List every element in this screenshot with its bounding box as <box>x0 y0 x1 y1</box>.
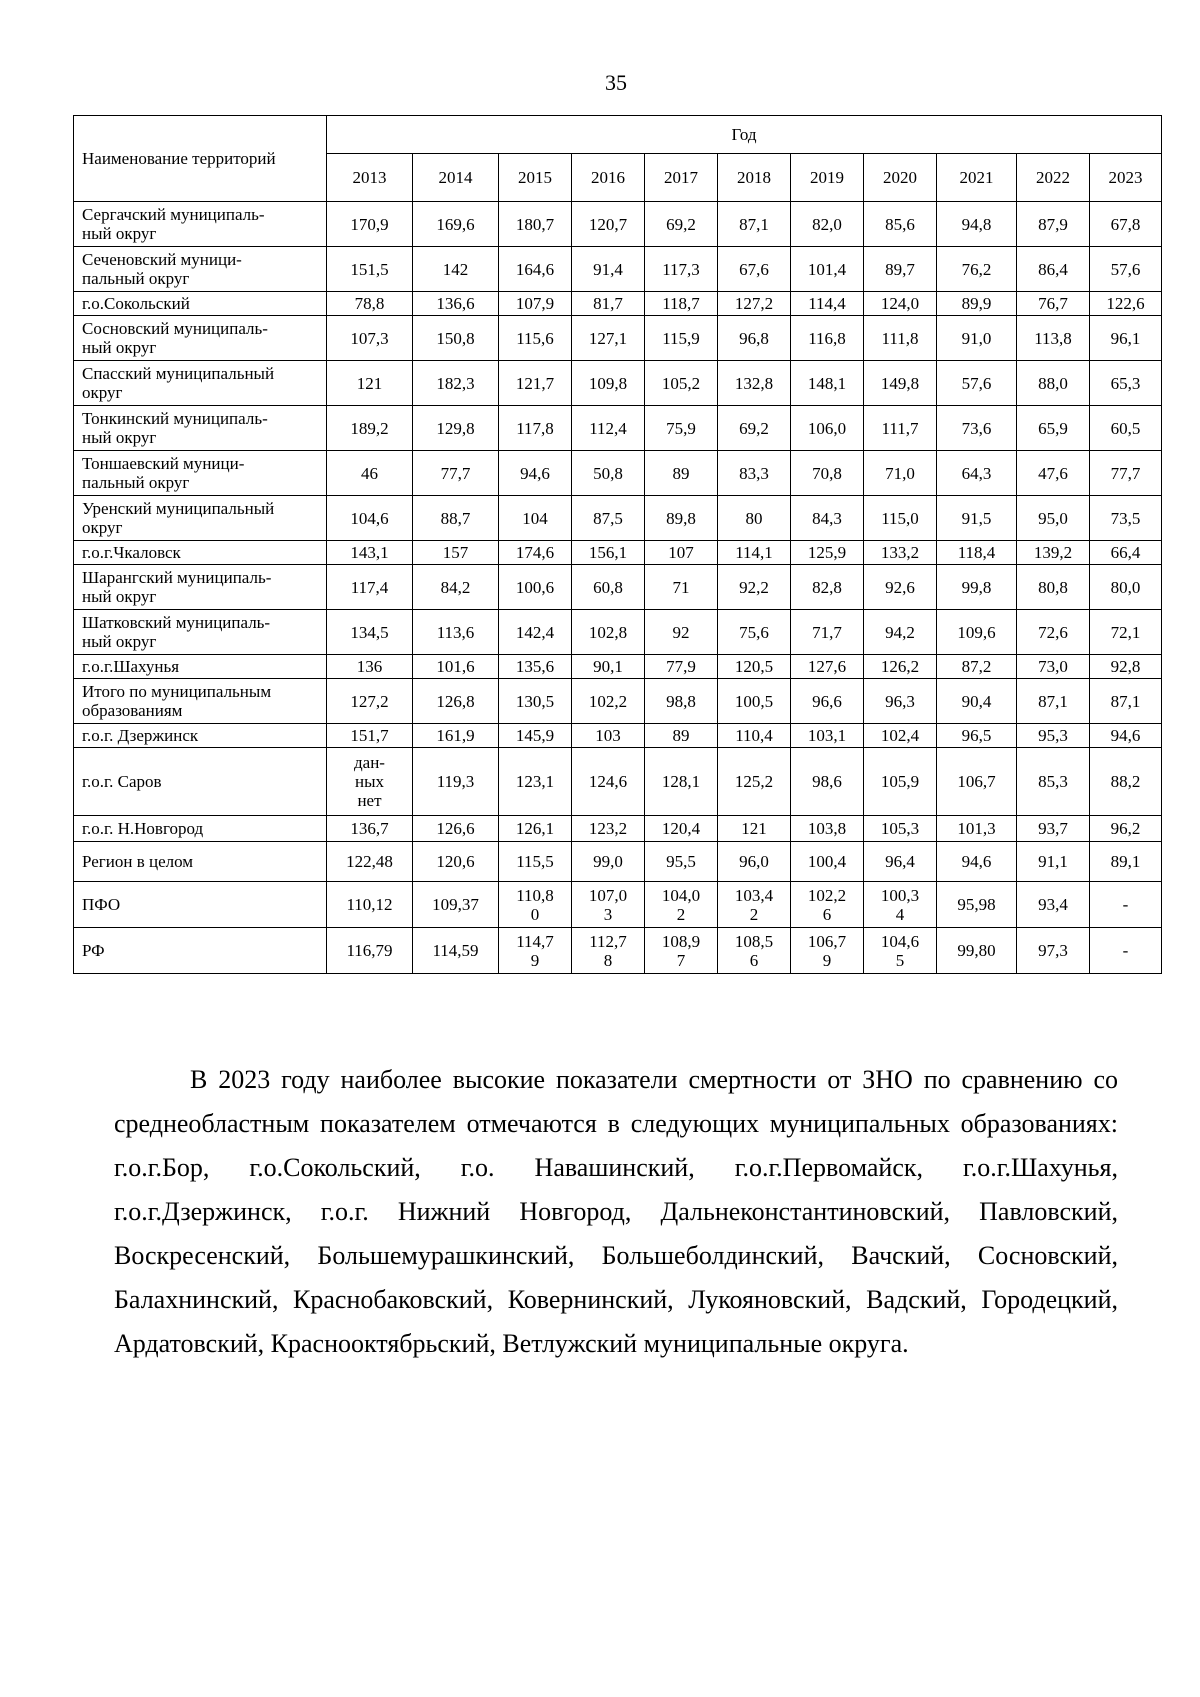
value-cell: 136 <box>327 655 413 679</box>
value-cell: 127,2 <box>718 292 791 316</box>
value-cell: 96,0 <box>718 842 791 882</box>
value-cell: 104,6 <box>327 496 413 541</box>
value-cell: 109,37 <box>413 882 499 928</box>
value-cell: 150,8 <box>413 316 499 361</box>
value-cell: 60,5 <box>1090 406 1162 451</box>
value-cell: 46 <box>327 451 413 496</box>
value-cell: 64,3 <box>937 451 1017 496</box>
value-cell: 99,8 <box>937 565 1017 610</box>
value-cell: 96,6 <box>791 679 864 724</box>
value-cell: 117,4 <box>327 565 413 610</box>
territory-name: г.о.г.Шахунья <box>74 655 327 679</box>
value-cell: 125,9 <box>791 541 864 565</box>
value-cell: 102,2 6 <box>791 882 864 928</box>
value-cell: 106,0 <box>791 406 864 451</box>
value-cell: 142,4 <box>499 610 572 655</box>
value-cell: 88,2 <box>1090 748 1162 816</box>
value-cell: 121,7 <box>499 361 572 406</box>
value-cell: 103,4 2 <box>718 882 791 928</box>
year-cell: 2015 <box>499 154 572 202</box>
value-cell: 89,7 <box>864 247 937 292</box>
value-cell: 121 <box>327 361 413 406</box>
value-cell: 189,2 <box>327 406 413 451</box>
year-cell: 2021 <box>937 154 1017 202</box>
value-cell: 86,4 <box>1017 247 1090 292</box>
mortality-table <box>73 115 1162 974</box>
value-cell: 104,6 5 <box>864 928 937 974</box>
table-row <box>74 316 1162 361</box>
value-cell: 73,6 <box>937 406 1017 451</box>
value-cell: 126,8 <box>413 679 499 724</box>
value-cell: 107,9 <box>499 292 572 316</box>
year-cell: 2016 <box>572 154 645 202</box>
value-cell: 65,3 <box>1090 361 1162 406</box>
value-cell: 100,3 4 <box>864 882 937 928</box>
value-cell: 101,6 <box>413 655 499 679</box>
table-row <box>74 565 1162 610</box>
value-cell: 122,48 <box>327 842 413 882</box>
value-cell: 135,6 <box>499 655 572 679</box>
table-row <box>74 292 1162 316</box>
value-cell: 126,2 <box>864 655 937 679</box>
value-cell: 85,3 <box>1017 748 1090 816</box>
value-cell: 118,7 <box>645 292 718 316</box>
value-cell: 67,6 <box>718 247 791 292</box>
value-cell: 71,0 <box>864 451 937 496</box>
value-cell: 118,4 <box>937 541 1017 565</box>
value-cell: 102,8 <box>572 610 645 655</box>
value-cell: 71,7 <box>791 610 864 655</box>
value-cell: 107 <box>645 541 718 565</box>
value-cell: 89,1 <box>1090 842 1162 882</box>
territory-name: ПФО <box>74 882 327 928</box>
value-cell: 94,6 <box>1090 724 1162 748</box>
value-cell: 92,6 <box>864 565 937 610</box>
value-cell: 82,8 <box>791 565 864 610</box>
value-cell: 103,8 <box>791 816 864 842</box>
territory-name: Сосновский муниципаль- ный округ <box>74 316 327 361</box>
value-cell: 87,2 <box>937 655 1017 679</box>
value-cell: 114,1 <box>718 541 791 565</box>
value-cell: 81,7 <box>572 292 645 316</box>
value-cell: 151,5 <box>327 247 413 292</box>
value-cell: 67,8 <box>1090 202 1162 247</box>
value-cell: 120,4 <box>645 816 718 842</box>
value-cell: 50,8 <box>572 451 645 496</box>
territory-name: г.о.Сокольский <box>74 292 327 316</box>
value-cell: 95,0 <box>1017 496 1090 541</box>
value-cell: 71 <box>645 565 718 610</box>
table-row <box>74 406 1162 451</box>
value-cell: 76,7 <box>1017 292 1090 316</box>
value-cell: 114,4 <box>791 292 864 316</box>
value-cell: 105,3 <box>864 816 937 842</box>
value-cell: 57,6 <box>937 361 1017 406</box>
value-cell: 82,0 <box>791 202 864 247</box>
value-cell: 126,1 <box>499 816 572 842</box>
value-cell: дан- ных нет <box>327 748 413 816</box>
value-cell: 112,7 8 <box>572 928 645 974</box>
value-cell: 96,3 <box>864 679 937 724</box>
value-cell: 136,6 <box>413 292 499 316</box>
table-row <box>74 610 1162 655</box>
value-cell: 108,5 6 <box>718 928 791 974</box>
value-cell: 129,8 <box>413 406 499 451</box>
value-cell: 96,2 <box>1090 816 1162 842</box>
value-cell: 92 <box>645 610 718 655</box>
value-cell: 128,1 <box>645 748 718 816</box>
year-cell: 2019 <box>791 154 864 202</box>
value-cell: 113,8 <box>1017 316 1090 361</box>
territory-name: г.о.г. Дзержинск <box>74 724 327 748</box>
value-cell: 91,0 <box>937 316 1017 361</box>
territory-name: Шатковский муниципаль- ный округ <box>74 610 327 655</box>
value-cell: 80,8 <box>1017 565 1090 610</box>
value-cell: 80 <box>718 496 791 541</box>
value-cell: 107,3 <box>327 316 413 361</box>
territory-name: Шарангский муниципаль- ный округ <box>74 565 327 610</box>
value-cell: 83,3 <box>718 451 791 496</box>
value-cell: 75,6 <box>718 610 791 655</box>
value-cell: 93,7 <box>1017 816 1090 842</box>
territory-name: Тоншаевский муници- пальный округ <box>74 451 327 496</box>
value-cell: 148,1 <box>791 361 864 406</box>
value-cell: 116,8 <box>791 316 864 361</box>
value-cell: 151,7 <box>327 724 413 748</box>
value-cell: 123,1 <box>499 748 572 816</box>
value-cell: 92,2 <box>718 565 791 610</box>
value-cell: 75,9 <box>645 406 718 451</box>
value-cell: 106,7 9 <box>791 928 864 974</box>
value-cell: 106,7 <box>937 748 1017 816</box>
value-cell: 132,8 <box>718 361 791 406</box>
value-cell: 89 <box>645 724 718 748</box>
territory-name: г.о.г. Н.Новгород <box>74 816 327 842</box>
value-cell: 72,6 <box>1017 610 1090 655</box>
territory-name: Спасский муниципальный округ <box>74 361 327 406</box>
value-cell: 77,9 <box>645 655 718 679</box>
value-cell: 94,6 <box>937 842 1017 882</box>
value-cell: 170,9 <box>327 202 413 247</box>
page-number: 35 <box>605 70 627 95</box>
value-cell: 88,7 <box>413 496 499 541</box>
table-row <box>74 496 1162 541</box>
table-row <box>74 928 1162 974</box>
value-cell: 98,6 <box>791 748 864 816</box>
value-cell: 87,9 <box>1017 202 1090 247</box>
territory-name: г.о.г.Чкаловск <box>74 541 327 565</box>
value-cell: 110,12 <box>327 882 413 928</box>
value-cell: 80,0 <box>1090 565 1162 610</box>
value-cell: 89 <box>645 451 718 496</box>
value-cell: 73,0 <box>1017 655 1090 679</box>
value-cell: 90,1 <box>572 655 645 679</box>
territory-name: РФ <box>74 928 327 974</box>
value-cell: 78,8 <box>327 292 413 316</box>
value-cell: 117,3 <box>645 247 718 292</box>
value-cell: 124,0 <box>864 292 937 316</box>
value-cell: 69,2 <box>718 406 791 451</box>
value-cell: 116,79 <box>327 928 413 974</box>
value-cell: 120,5 <box>718 655 791 679</box>
value-cell: 90,4 <box>937 679 1017 724</box>
value-cell: 174,6 <box>499 541 572 565</box>
value-cell: 117,8 <box>499 406 572 451</box>
value-cell: 127,1 <box>572 316 645 361</box>
table-row <box>74 202 1162 247</box>
value-cell: 126,6 <box>413 816 499 842</box>
value-cell: 122,6 <box>1090 292 1162 316</box>
year-cell: 2023 <box>1090 154 1162 202</box>
territory-name: Тонкинский муниципаль- ный округ <box>74 406 327 451</box>
value-cell: 103 <box>572 724 645 748</box>
value-cell: 100,5 <box>718 679 791 724</box>
value-cell: 169,6 <box>413 202 499 247</box>
value-cell: 97,3 <box>1017 928 1090 974</box>
value-cell: - <box>1090 882 1162 928</box>
territory-name: г.о.г. Саров <box>74 748 327 816</box>
value-cell: 89,8 <box>645 496 718 541</box>
value-cell: 70,8 <box>791 451 864 496</box>
value-cell: 96,5 <box>937 724 1017 748</box>
value-cell: 115,6 <box>499 316 572 361</box>
value-cell: 99,0 <box>572 842 645 882</box>
value-cell: 95,98 <box>937 882 1017 928</box>
value-cell: 115,9 <box>645 316 718 361</box>
value-cell: 110,8 0 <box>499 882 572 928</box>
value-cell: 91,5 <box>937 496 1017 541</box>
value-cell: 142 <box>413 247 499 292</box>
value-cell: 69,2 <box>645 202 718 247</box>
table-row <box>74 724 1162 748</box>
year-header: Год <box>327 116 1162 154</box>
value-cell: 96,4 <box>864 842 937 882</box>
value-cell: 109,6 <box>937 610 1017 655</box>
value-cell: 94,2 <box>864 610 937 655</box>
year-cell: 2013 <box>327 154 413 202</box>
value-cell: 115,5 <box>499 842 572 882</box>
value-cell: 100,6 <box>499 565 572 610</box>
year-cell: 2020 <box>864 154 937 202</box>
value-cell: 134,5 <box>327 610 413 655</box>
value-cell: 111,7 <box>864 406 937 451</box>
value-cell: 156,1 <box>572 541 645 565</box>
table-row <box>74 748 1162 816</box>
value-cell: 91,1 <box>1017 842 1090 882</box>
value-cell: 136,7 <box>327 816 413 842</box>
value-cell: 125,2 <box>718 748 791 816</box>
year-cell: 2017 <box>645 154 718 202</box>
value-cell: 115,0 <box>864 496 937 541</box>
value-cell: 101,3 <box>937 816 1017 842</box>
value-cell: 123,2 <box>572 816 645 842</box>
table-row <box>74 247 1162 292</box>
value-cell: 120,6 <box>413 842 499 882</box>
value-cell: 87,1 <box>1017 679 1090 724</box>
value-cell: 104 <box>499 496 572 541</box>
value-cell: 95,5 <box>645 842 718 882</box>
value-cell: 73,5 <box>1090 496 1162 541</box>
value-cell: 164,6 <box>499 247 572 292</box>
value-cell: 66,4 <box>1090 541 1162 565</box>
value-cell: 127,6 <box>791 655 864 679</box>
value-cell: 161,9 <box>413 724 499 748</box>
table-row <box>74 679 1162 724</box>
value-cell: 120,7 <box>572 202 645 247</box>
value-cell: 100,4 <box>791 842 864 882</box>
value-cell: 105,2 <box>645 361 718 406</box>
value-cell: 84,2 <box>413 565 499 610</box>
table-row <box>74 842 1162 882</box>
value-cell: 92,8 <box>1090 655 1162 679</box>
value-cell: 103,1 <box>791 724 864 748</box>
value-cell: 112,4 <box>572 406 645 451</box>
value-cell: 102,2 <box>572 679 645 724</box>
value-cell: 84,3 <box>791 496 864 541</box>
value-cell: 99,80 <box>937 928 1017 974</box>
value-cell: 139,2 <box>1017 541 1090 565</box>
body-paragraph: В 2023 году наиболее высокие показатели смертности от ЗНО по сравнению со среднеобластным показателем отмечаются в следующих муниципальных образованиях: г.о.г.Бор, г.о.Сокольский, г.о. Навашинский, г.о.г.Первомайск, г.о.г.Шахунья, г.о.г.Дзержинск, г.о.г. Нижний Новгород, Дальнеконстантиновский, Павловский, Воскресенский, Большемурашкинский, Большеболдинский, Вачский, Сосновский, Балахнинский, Краснобаковский, Ковернинский, Лукояновский, Вадский, Городецкий, Ардатовский, Краснооктябрьский, Ветлужский муниципальные округа. <box>114 1065 1118 1358</box>
name-header: Наименование территорий <box>74 116 327 202</box>
year-cell: 2022 <box>1017 154 1090 202</box>
value-cell: 104,0 2 <box>645 882 718 928</box>
value-cell: 95,3 <box>1017 724 1090 748</box>
value-cell: 102,4 <box>864 724 937 748</box>
value-cell: 96,8 <box>718 316 791 361</box>
value-cell: 108,9 7 <box>645 928 718 974</box>
value-cell: 113,6 <box>413 610 499 655</box>
value-cell: 182,3 <box>413 361 499 406</box>
value-cell: 57,6 <box>1090 247 1162 292</box>
territory-name: Итого по муниципальным образованиям <box>74 679 327 724</box>
value-cell: 133,2 <box>864 541 937 565</box>
value-cell: 114,7 9 <box>499 928 572 974</box>
value-cell: 87,1 <box>1090 679 1162 724</box>
table-row <box>74 361 1162 406</box>
table-row <box>74 882 1162 928</box>
value-cell: 130,5 <box>499 679 572 724</box>
value-cell: 96,1 <box>1090 316 1162 361</box>
year-cell: 2018 <box>718 154 791 202</box>
value-cell: 101,4 <box>791 247 864 292</box>
value-cell: 98,8 <box>645 679 718 724</box>
value-cell: - <box>1090 928 1162 974</box>
value-cell: 180,7 <box>499 202 572 247</box>
value-cell: 127,2 <box>327 679 413 724</box>
table-row <box>74 816 1162 842</box>
territory-name: Сеченовский муници- пальный округ <box>74 247 327 292</box>
value-cell: 105,9 <box>864 748 937 816</box>
value-cell: 91,4 <box>572 247 645 292</box>
value-cell: 111,8 <box>864 316 937 361</box>
territory-name: Сергачский муниципаль- ный округ <box>74 202 327 247</box>
value-cell: 110,4 <box>718 724 791 748</box>
value-cell: 89,9 <box>937 292 1017 316</box>
value-cell: 76,2 <box>937 247 1017 292</box>
territory-name: Регион в целом <box>74 842 327 882</box>
value-cell: 149,8 <box>864 361 937 406</box>
value-cell: 94,6 <box>499 451 572 496</box>
value-cell: 87,5 <box>572 496 645 541</box>
value-cell: 109,8 <box>572 361 645 406</box>
value-cell: 47,6 <box>1017 451 1090 496</box>
value-cell: 119,3 <box>413 748 499 816</box>
table-row <box>74 655 1162 679</box>
value-cell: 88,0 <box>1017 361 1090 406</box>
table-row <box>74 451 1162 496</box>
value-cell: 121 <box>718 816 791 842</box>
value-cell: 65,9 <box>1017 406 1090 451</box>
value-cell: 93,4 <box>1017 882 1090 928</box>
value-cell: 143,1 <box>327 541 413 565</box>
value-cell: 114,59 <box>413 928 499 974</box>
value-cell: 145,9 <box>499 724 572 748</box>
value-cell: 60,8 <box>572 565 645 610</box>
value-cell: 94,8 <box>937 202 1017 247</box>
value-cell: 77,7 <box>413 451 499 496</box>
territory-name: Уренский муниципальный округ <box>74 496 327 541</box>
value-cell: 72,1 <box>1090 610 1162 655</box>
year-cell: 2014 <box>413 154 499 202</box>
table-row <box>74 541 1162 565</box>
value-cell: 85,6 <box>864 202 937 247</box>
value-cell: 124,6 <box>572 748 645 816</box>
value-cell: 87,1 <box>718 202 791 247</box>
value-cell: 157 <box>413 541 499 565</box>
value-cell: 107,0 3 <box>572 882 645 928</box>
value-cell: 77,7 <box>1090 451 1162 496</box>
